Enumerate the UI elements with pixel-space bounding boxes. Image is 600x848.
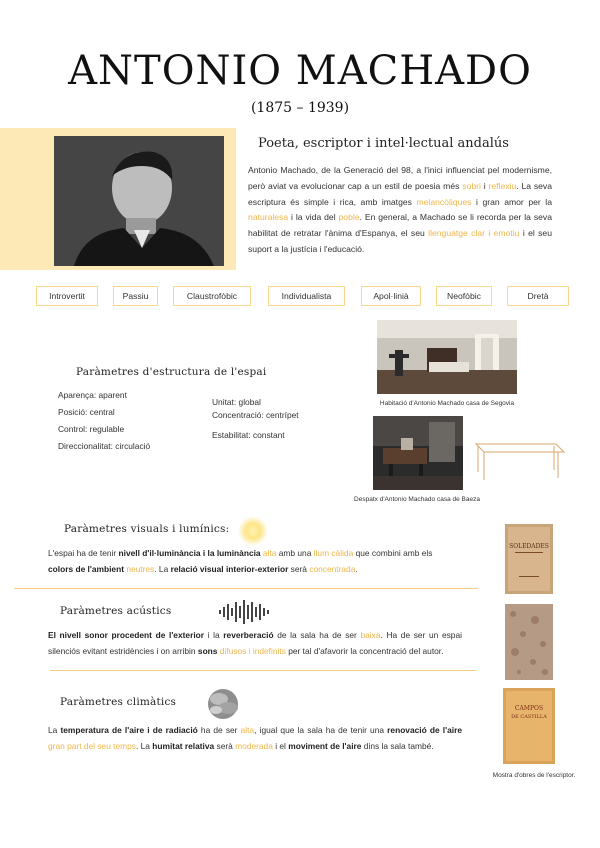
param-item: Concentració: centrípet bbox=[212, 410, 299, 420]
text-run: . En general, a Machado se li recorda per la seva habilitat de retratar l'ànima d'Espanya, el seu bbox=[248, 212, 552, 239]
text-run: amb una bbox=[276, 548, 314, 558]
text-run: L'espai ha de tenir bbox=[48, 548, 119, 558]
bold-text: El nivell sonor procedent de l'exterior bbox=[48, 630, 205, 640]
bold-text: reverberació bbox=[223, 630, 274, 640]
bold-text: renovació de l'aire bbox=[387, 725, 462, 735]
trait-tag: Passiu bbox=[113, 286, 158, 306]
visual-title: Paràmetres visuals i lumínics: bbox=[64, 523, 230, 535]
segovia-caption: Habitació d'Antonio Machado casa de Segovia bbox=[379, 400, 515, 407]
highlighted-text: llum càlida bbox=[313, 548, 354, 558]
book-cover-marbled bbox=[505, 604, 553, 680]
text-run: i el seu suport a la justícia i l'educació. bbox=[248, 228, 552, 254]
text-run: dins la sala també. bbox=[361, 740, 434, 751]
text-run: serà bbox=[214, 740, 236, 751]
param-item: Aparença: aparent bbox=[58, 390, 127, 400]
text-run: Antonio Machado, de la Generació del 98, a l'inici influenciat pel modernisme, però aviat va evolucionar cap a un estil de poesia més bbox=[248, 165, 552, 191]
text-run: serà bbox=[288, 563, 310, 574]
desk-sketch bbox=[472, 432, 568, 484]
text-run: de la sala ha de ser bbox=[273, 630, 361, 640]
life-years: (1875 – 1939) bbox=[250, 100, 350, 116]
highlighted-text: neutres bbox=[126, 563, 155, 574]
highlighted-text: difusos i indefinits bbox=[219, 645, 286, 656]
bold-text: sons bbox=[197, 645, 218, 656]
param-item: Unitat: global bbox=[212, 397, 261, 407]
param-item: Estabilitat: constant bbox=[212, 430, 285, 440]
portrait-photo bbox=[54, 136, 224, 266]
trait-tag: Apol·linià bbox=[361, 286, 421, 306]
trait-tag: Introvertit bbox=[36, 286, 98, 306]
text-run: . La seva escriptura és simple i rica, amb imatges bbox=[248, 180, 553, 207]
bold-text: relació visual interior-exterior bbox=[170, 563, 289, 574]
text-run: i la vida del bbox=[288, 212, 339, 223]
acoustic-paragraph bbox=[48, 628, 462, 660]
baeza-caption: Despatx d'Antonio Machado casa de Baeza bbox=[354, 496, 480, 503]
book-cover-campos bbox=[503, 688, 555, 764]
structure-params-right bbox=[212, 396, 299, 442]
trait-tag: Individualista bbox=[268, 286, 345, 306]
text-run: ha de ser bbox=[197, 725, 241, 735]
acoustic-title: Paràmetres acústics bbox=[60, 605, 172, 617]
weather-icon bbox=[204, 686, 242, 722]
sound-wave-icon bbox=[218, 600, 272, 624]
book-cover-soledades bbox=[505, 524, 553, 594]
text-run: . Ha de ser un espai silenciós evitant estridències i on arribin bbox=[48, 630, 462, 656]
sun-icon bbox=[238, 516, 268, 546]
text-run: La bbox=[48, 725, 61, 735]
text-run: que combini amb els bbox=[353, 548, 433, 558]
highlighted-text: concentrada bbox=[309, 563, 356, 574]
section-divider bbox=[50, 670, 476, 671]
text-run: , igual que la sala ha de tenir una bbox=[254, 725, 388, 735]
trait-tag: Dretà bbox=[507, 286, 569, 306]
baeza-study-photo bbox=[373, 416, 463, 490]
highlighted-text: poble bbox=[338, 212, 360, 223]
text-run: per tal d'afavorir la concentració del autor. bbox=[285, 645, 444, 656]
highlighted-text: baixa bbox=[360, 630, 381, 640]
bold-text: nivell d'il·luminància i la luminància bbox=[118, 548, 261, 558]
trait-tag: Neofòbic bbox=[436, 286, 492, 306]
param-item: Control: regulable bbox=[58, 424, 125, 434]
book-title-soledades: SOLEDADES bbox=[509, 543, 549, 550]
highlighted-text: alta bbox=[262, 548, 277, 558]
param-item: Posició: central bbox=[58, 407, 115, 417]
text-run: i bbox=[480, 180, 489, 191]
books-caption: Mostra d'obres de l'escriptor. bbox=[492, 772, 576, 779]
book-title-campos-line2: DE CASTILLA bbox=[511, 714, 547, 720]
page-title: ANTONIO MACHADO bbox=[68, 48, 532, 94]
segovia-room-photo bbox=[377, 320, 517, 394]
highlighted-text: sobri bbox=[462, 180, 481, 191]
bold-text: temperatura de l'aire i de radiació bbox=[60, 725, 198, 735]
highlighted-text: llenguatge clar i emotiu bbox=[428, 228, 520, 239]
bold-text: moviment de l'aire bbox=[288, 740, 362, 751]
highlighted-text: naturalesa bbox=[248, 212, 289, 223]
text-run: . La bbox=[154, 563, 171, 574]
section-divider bbox=[14, 588, 478, 589]
intro-subtitle: Poeta, escriptor i intel·lectual andalús bbox=[258, 136, 509, 151]
highlighted-text: reflexiu bbox=[488, 180, 517, 191]
climatic-paragraph bbox=[48, 723, 462, 755]
highlighted-text: alta bbox=[240, 725, 255, 735]
bio-paragraph bbox=[248, 163, 552, 258]
text-run: i el bbox=[272, 740, 289, 751]
book-title-campos-line1: CAMPOS bbox=[514, 705, 544, 712]
trait-tag: Claustrofòbic bbox=[173, 286, 251, 306]
climatic-title: Paràmetres climàtics bbox=[60, 696, 177, 708]
structure-params-left bbox=[58, 389, 150, 453]
highlighted-text: melancòliques bbox=[416, 196, 472, 207]
text-run: i la bbox=[204, 630, 224, 640]
text-run: . bbox=[355, 563, 358, 574]
structure-title: Paràmetres d'estructura de l'espai bbox=[76, 366, 267, 378]
highlighted-text: gran part del seu temps bbox=[48, 740, 136, 751]
bold-text: colors de l'ambient bbox=[48, 563, 124, 574]
bold-text: humitat relativa bbox=[152, 740, 215, 751]
text-run: i gran amor per la bbox=[471, 196, 552, 207]
text-run: . La bbox=[136, 740, 153, 751]
visual-paragraph bbox=[48, 546, 458, 578]
highlighted-text: moderada bbox=[235, 740, 273, 751]
param-item: Direccionalitat: circulació bbox=[58, 441, 151, 451]
